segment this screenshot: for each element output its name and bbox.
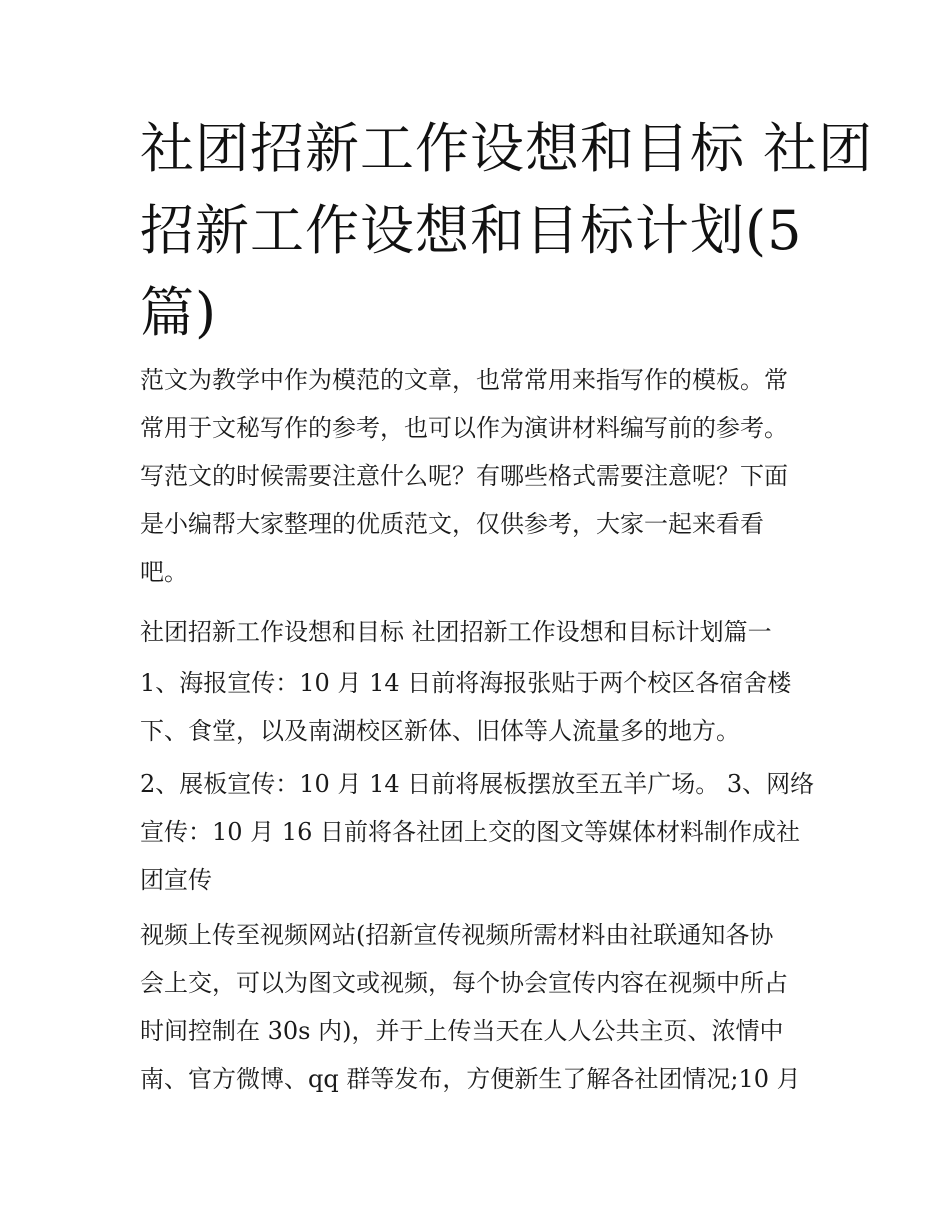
text-line: 时间控制在 30s 内)，并于上传当天在人人公共主页、浓情中 xyxy=(140,1017,784,1045)
text-line: 1、海报宣传：10 月 14 日前将海报张贴于两个校区各宿舍楼 xyxy=(140,669,792,697)
intro-paragraph xyxy=(140,356,830,596)
text-line: 视频上传至视频网站(招新宣传视频所需材料由社联通知各协 xyxy=(140,921,774,949)
text-line: 吧。 xyxy=(140,558,188,586)
board-network-paragraph xyxy=(140,760,830,904)
text-line: 社团招新工作设想和目标 社团招新工作设想和目标计划篇一 xyxy=(140,618,772,646)
text-line: 宣传：10 月 16 日前将各社团上交的图文等媒体材料制作成社 xyxy=(140,818,800,846)
poster-paragraph xyxy=(140,659,830,755)
text-line: 2、展板宣传：10 月 14 日前将展板摆放至五羊广场。 3、网络 xyxy=(140,770,815,798)
title-line: 篇) xyxy=(140,281,218,344)
document-title xyxy=(140,108,874,354)
text-line: 南、官方微博、qq 群等发布，方便新生了解各社团情况;10 月 xyxy=(140,1065,801,1093)
text-line: 团宣传 xyxy=(140,866,212,894)
text-line: 范文为教学中作为模范的文章，也常常用来指写作的模板。常 xyxy=(140,366,788,394)
title-line-text: 招新工作设想和目标计划(5 xyxy=(140,199,803,262)
section-heading-paragraph xyxy=(140,608,830,656)
text-line: 是小编帮大家整理的优质范文，仅供参考，大家一起来看看 xyxy=(140,510,764,538)
text-line: 下、食堂，以及南湖校区新体、旧体等人流量多的地方。 xyxy=(140,717,740,745)
title-line: 社团招新工作设想和目标 社团 xyxy=(140,117,874,180)
text-line: 常用于文秘写作的参考，也可以作为演讲材料编写前的参考。 xyxy=(140,414,788,442)
text-line: 写范文的时候需要注意什么呢？有哪些格式需要注意呢？下面 xyxy=(140,462,788,490)
text-line: 会上交，可以为图文或视频，每个协会宣传内容在视频中所占 xyxy=(140,969,788,997)
title-line xyxy=(140,190,840,272)
video-paragraph xyxy=(140,911,830,1103)
